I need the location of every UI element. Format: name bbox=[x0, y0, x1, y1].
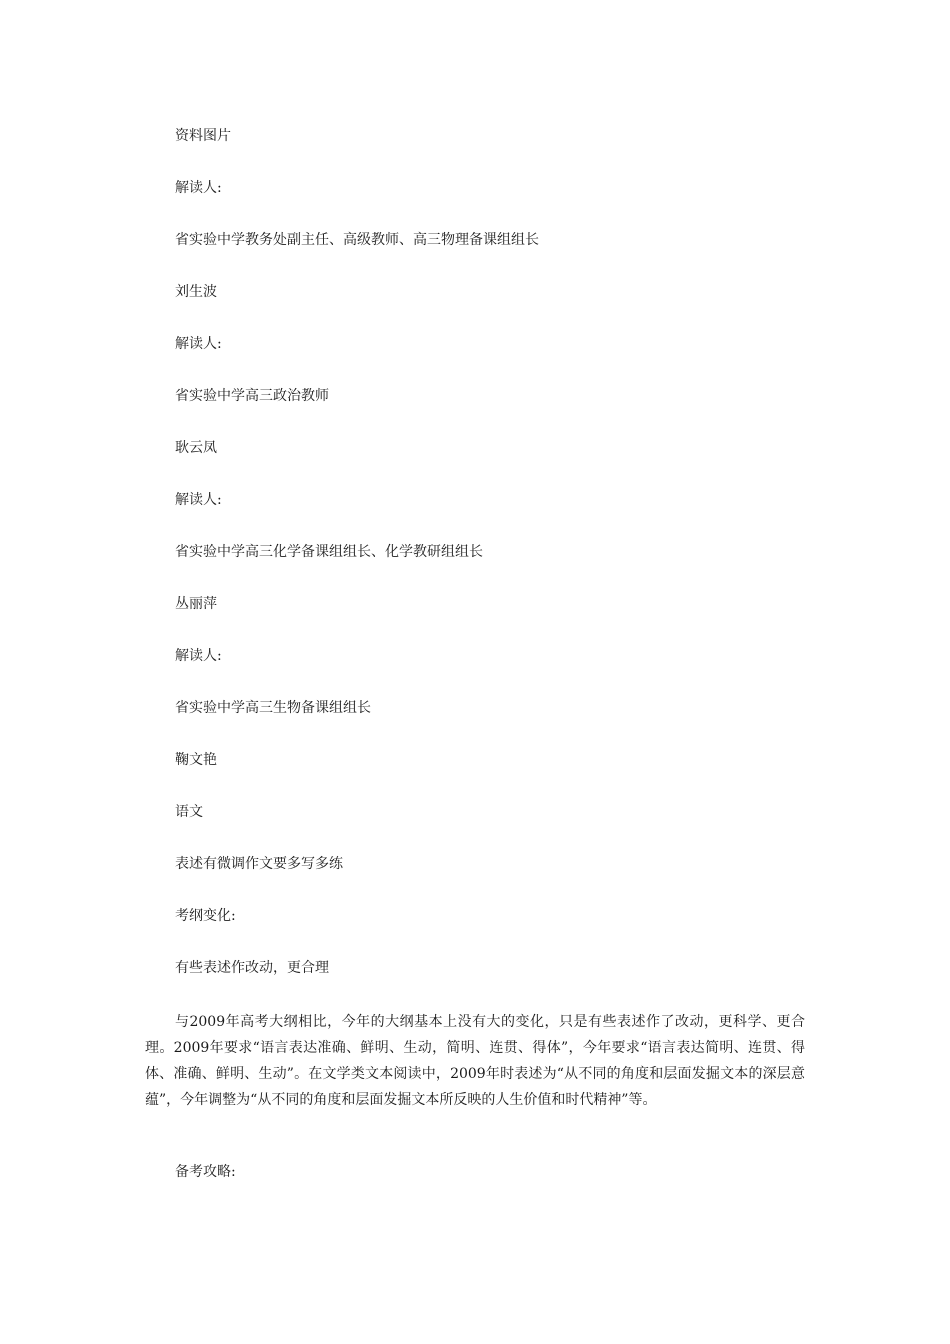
text-line-subject-heading: 语文 bbox=[175, 804, 203, 820]
text-line-reader-label: 解读人: bbox=[175, 648, 222, 664]
text-line-reader-label: 解读人: bbox=[175, 492, 222, 508]
text-line-section-label: 考纲变化: bbox=[175, 908, 236, 924]
text-line-image-caption: 资料图片 bbox=[175, 128, 231, 144]
text-line-reader-name: 耿云凤 bbox=[175, 440, 217, 456]
body-paragraph: 与2009年高考大纲相比，今年的大纲基本上没有大的变化，只是有些表述作了改动，更科学、更合理。2009年要求“语言表达准确、鲜明、生动，简明、连贯、得体”，今年要求“语言表达简明、连贯、得体、准确、鲜明、生动”。在文学类文本阅读中，2009年时表述为“从不同的角度和层面发掘文本的深层意蕴”，今年调整为“从不同的角度和层面发掘文本所反映的人生价值和时代精神”等。 bbox=[145, 1014, 805, 1108]
text-line-subject-headline: 表述有微调作文要多写多练 bbox=[175, 856, 343, 872]
text-line-reader-label: 解读人: bbox=[175, 180, 222, 196]
text-line-reader-title: 省实验中学教务处副主任、高级教师、高三物理备课组组长 bbox=[175, 232, 539, 248]
text-line-reader-name: 鞠文艳 bbox=[175, 752, 217, 768]
text-line-section-label: 备考攻略: bbox=[175, 1164, 236, 1180]
text-line-reader-name: 丛丽萍 bbox=[175, 596, 217, 612]
text-line-reader-label: 解读人: bbox=[175, 336, 222, 352]
text-line-reader-name: 刘生波 bbox=[175, 284, 217, 300]
text-line-reader-title: 省实验中学高三政治教师 bbox=[175, 388, 329, 404]
text-line-reader-title: 省实验中学高三生物备课组组长 bbox=[175, 700, 371, 716]
text-line-section-summary: 有些表述作改动，更合理 bbox=[175, 960, 329, 976]
text-line-reader-title: 省实验中学高三化学备课组组长、化学教研组组长 bbox=[175, 544, 483, 560]
